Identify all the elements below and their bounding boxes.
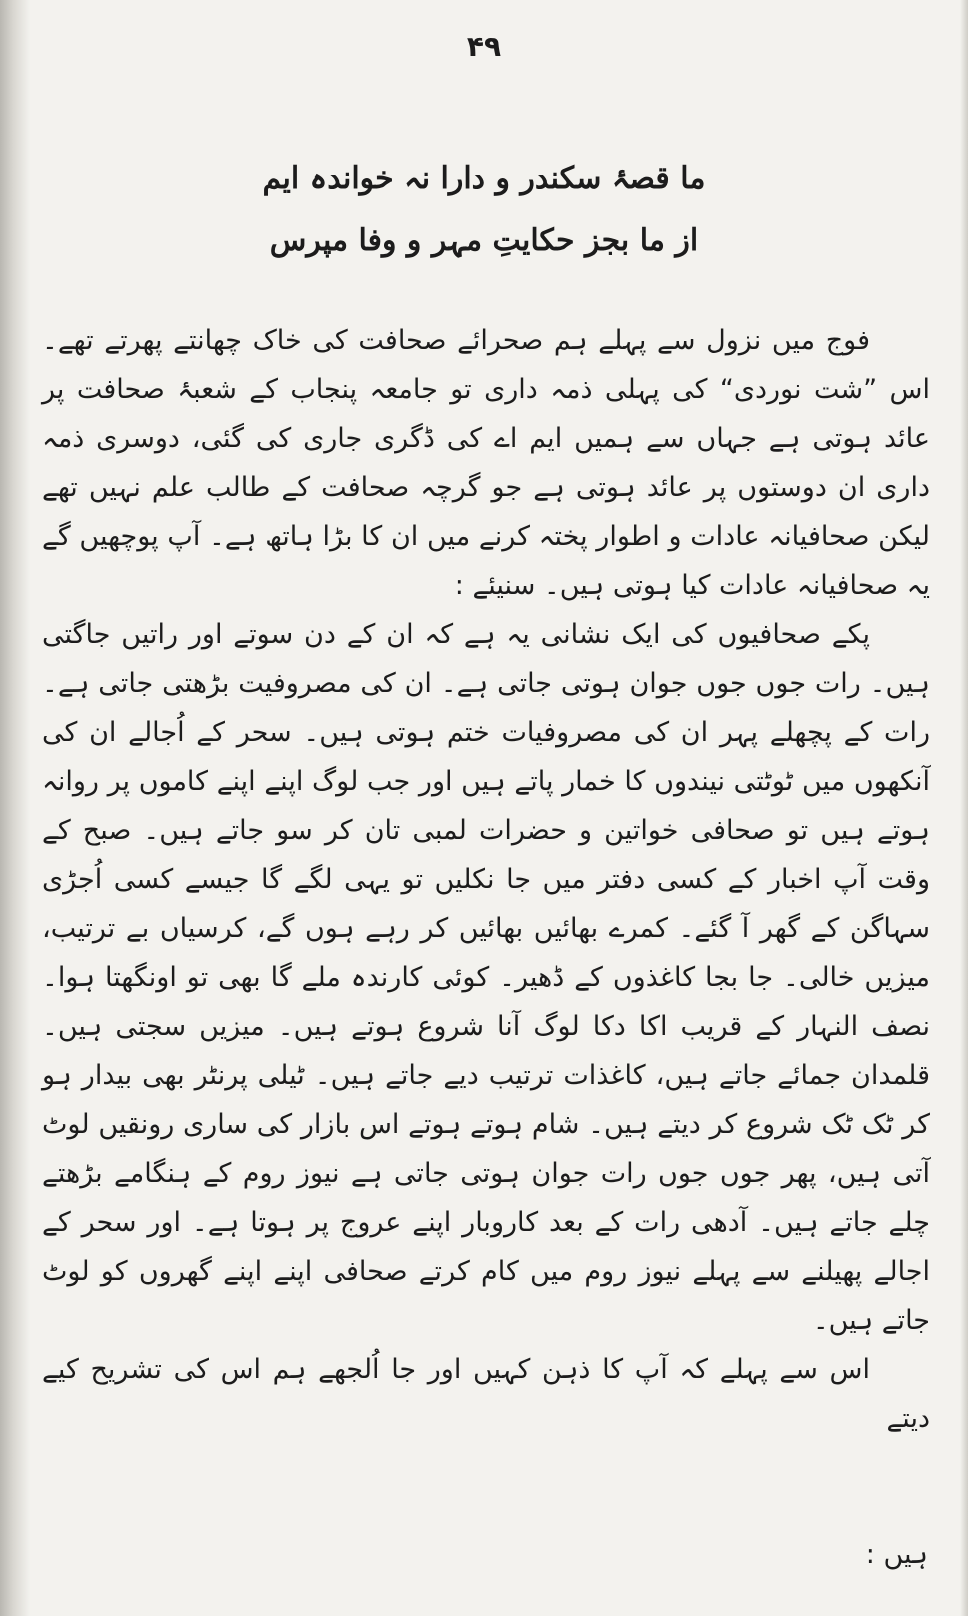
title-block	[0, 148, 968, 272]
title-line-1: ما قصۂ سکندر و دارا نہ خواندہ ایم	[262, 161, 706, 196]
closing-line: ہیں :	[865, 1539, 928, 1570]
paragraph-1: فوج میں نزول سے پہلے ہم صحرائے صحافت کی خاک چھانتے پھرتے تھے۔ اس ”شت نوردی“ کی پہلی ذمہ داری تو جامعہ پنجاب کے شعبۂ صحافت پر عائد ہوتی ہے جہاں سے ہمیں ایم اے کی ڈگری جاری کی گئی، دوسری ذمہ داری ان دوستوں پر عائد ہوتی ہے جو گرچہ صحافت کے طالب علم نہیں تھے لیکن صحافیانہ عادات و اطوار پختہ کرنے میں ان کا بڑا ہاتھ ہے۔ آپ پوچھیں گے یہ صحافیانہ عادات کیا ہوتی ہیں۔ سنیئے :	[42, 325, 930, 601]
page-number: ۴۹	[466, 30, 502, 63]
paragraph-2: پکے صحافیوں کی ایک نشانی یہ ہے کہ ان کے دن سوتے اور راتیں جاگتی ہیں۔ رات جوں جوں جوان ہوتی جاتی ہے۔ ان کی مصروفیت بڑھتی جاتی ہے۔ رات کے پچھلے پہر ان کی مصروفیات ختم ہوتی ہیں۔ سحر کے اُجالے ان کی آنکھوں میں ٹوٹتی نیندوں کا خمار پاتے ہیں اور جب لوگ اپنے اپنے کاموں پر روانہ ہوتے ہیں تو صحافی خواتین و حضرات لمبی تان کر سو جاتے ہیں۔ صبح کے وقت آپ اخبار کے کسی دفتر میں جا نکلیں تو یہی لگے گا جیسے کسی اُجڑی سہاگن کے گھر آ گئے۔ کمرے بھائیں بھائیں کر رہے ہوں گے، کرسیاں بے ترتیب، میزیں خالی۔ جا بجا کاغذوں کے ڈھیر۔ کوئی کارندہ ملے گا بھی تو اونگھتا ہوا۔ نصف النہار کے قریب اکا دکا لوگ آنا شروع ہوتے ہیں۔ میزیں سجتی ہیں۔ قلمدان جمائے جاتے ہیں، کاغذات ترتیب دیے جاتے ہیں۔ ٹیلی پرنٹر بھی بیدار ہو کر ٹک ٹک شروع کر دیتے ہیں۔ شام ہوتے ہوتے اس بازار کی ساری رونقیں لوٹ آتی ہیں، پھر جوں جوں رات جوان ہوتی جاتی ہے نیوز روم کے ہنگامے بڑھتے چلے جاتے ہیں۔ آدھی رات کے بعد کاروبار اپنے عروج پر ہوتا ہے۔ اور سحر کے اجالے پھیلنے سے پہلے نیوز روم میں کام کرتے صحافی اپنے اپنے گھروں کو لوٹ جاتے ہیں۔	[42, 619, 930, 1336]
paragraph-3: اس سے پہلے کہ آپ کا ذہن کہیں اور جا اُلجھے ہم اس کی تشریح کیے دیتے	[42, 1354, 930, 1434]
title-line-2: از ما بجز حکایتِ مہر و وفا مپرس	[269, 223, 699, 258]
body-text	[42, 316, 930, 1443]
